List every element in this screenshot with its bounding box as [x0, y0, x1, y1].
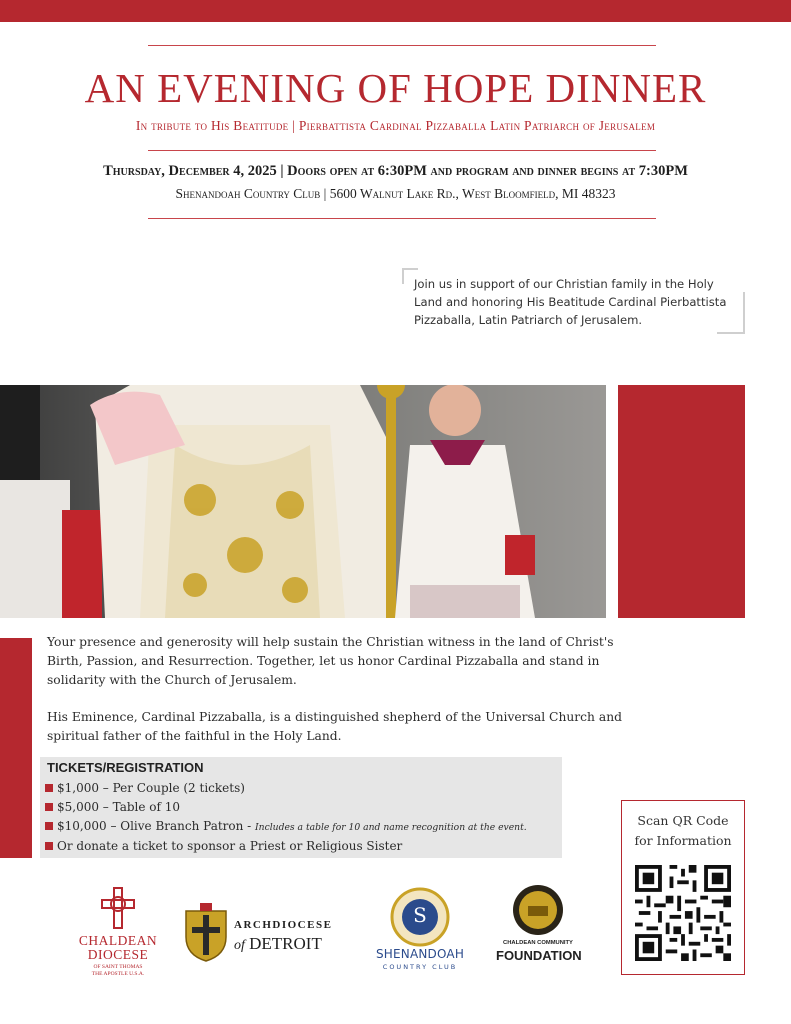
ticket-item — [45, 779, 527, 798]
bullet-square-icon — [45, 822, 53, 830]
ticket-label: $1,000 – Per Couple (2 tickets) — [57, 781, 245, 795]
join-text: Join us in support of our Christian family in the Holy Land and honoring His Beatitude Cardinal Pierbattista Pizzaballa, Latin Patriarch of Jerusalem. — [414, 277, 727, 327]
detroit-line1: ARCHDIOCESE — [234, 919, 333, 931]
qr-label-line2: for Information — [634, 833, 732, 848]
photo-illustration — [0, 385, 606, 618]
lower-divider — [148, 218, 656, 219]
qr-label-line1: Scan QR Code — [637, 813, 729, 828]
event-venue: Shenandoah Country Club | 5600 Walnut Lake Rd., West Bloomfield, MI 48323 — [175, 186, 616, 201]
tickets-heading: TICKETS/REGISTRATION — [47, 760, 204, 775]
ticket-item — [45, 817, 527, 837]
detroit-line2-wrap — [234, 934, 322, 954]
chaldean-name-line1: CHALDEAN — [78, 933, 158, 948]
qr-label — [622, 811, 744, 851]
bullet-square-icon — [45, 784, 53, 792]
detroit-line2: DETROIT — [249, 934, 322, 953]
event-photo — [0, 385, 606, 618]
shenandoah-line1: SHENANDOAH — [375, 947, 465, 961]
red-accent-block-right — [618, 385, 745, 618]
archdiocese-detroit-logo — [182, 903, 344, 965]
bullet-square-icon — [45, 803, 53, 811]
subtitle: In tribute to His Beatitude | Pierbattista Cardinal Pizzaballa Latin Patriarch of Jerusalem — [135, 118, 656, 133]
qr-code-box[interactable] — [621, 800, 745, 975]
ticket-label: $5,000 – Table of 10 — [57, 800, 181, 814]
coat-of-arms-icon — [182, 903, 230, 963]
join-callout — [402, 268, 745, 334]
top-red-bar — [0, 0, 791, 22]
red-accent-block-left — [0, 638, 32, 858]
ticket-label: Or donate a ticket to sponsor a Priest or Religious Sister — [57, 839, 403, 853]
foundation-line2: FOUNDATION — [496, 948, 582, 963]
shenandoah-logo — [364, 887, 476, 975]
chaldean-name-line2: DIOCESE — [87, 947, 149, 962]
ticket-label: $10,000 – Olive Branch Patron - — [57, 819, 256, 833]
top-divider — [148, 45, 656, 46]
detroit-of: of — [234, 938, 245, 953]
ticket-item — [45, 837, 527, 856]
chaldean-foundation-logo — [496, 884, 580, 974]
foundation-seal-icon — [512, 884, 564, 936]
qr-code-icon[interactable] — [635, 865, 731, 961]
page-title: AN EVENING OF HOPE DINNER — [84, 65, 707, 111]
cross-emblem-icon — [72, 886, 164, 930]
ticket-item — [45, 798, 527, 817]
chaldean-small-line1: OF SAINT THOMAS — [93, 964, 143, 970]
body-paragraph-2: His Eminence, Cardinal Pizzaballa, is a distinguished shepherd of the Universal Church and spiritual father of the faithful in the Holy Land. — [47, 710, 622, 743]
chaldean-small-line2: THE APOSTLE U.S.A. — [91, 971, 145, 977]
ticket-note: Includes a table for 10 and name recognition at the event. — [255, 822, 527, 833]
body-paragraph-1: Your presence and generosity will help sustain the Christian witness in the land of Christ's Birth, Passion, and Resurrection. Together, let us honor Cardinal Pizzaballa and stand in solidarity with the Church of Jerusalem. — [47, 635, 614, 687]
event-date-time: Thursday, December 4, 2025 | Doors open at 6:30PM and program and dinner begins at 7:30PM — [103, 163, 688, 179]
shenandoah-letter: S — [413, 903, 427, 927]
bullet-square-icon — [45, 842, 53, 850]
chaldean-diocese-logo — [72, 886, 164, 976]
tickets-list — [45, 779, 527, 856]
tickets-panel — [40, 757, 562, 858]
shenandoah-line2: COUNTRY CLUB — [382, 963, 458, 971]
foundation-line1: CHALDEAN COMMUNITY — [503, 940, 573, 946]
middle-divider — [148, 150, 656, 151]
